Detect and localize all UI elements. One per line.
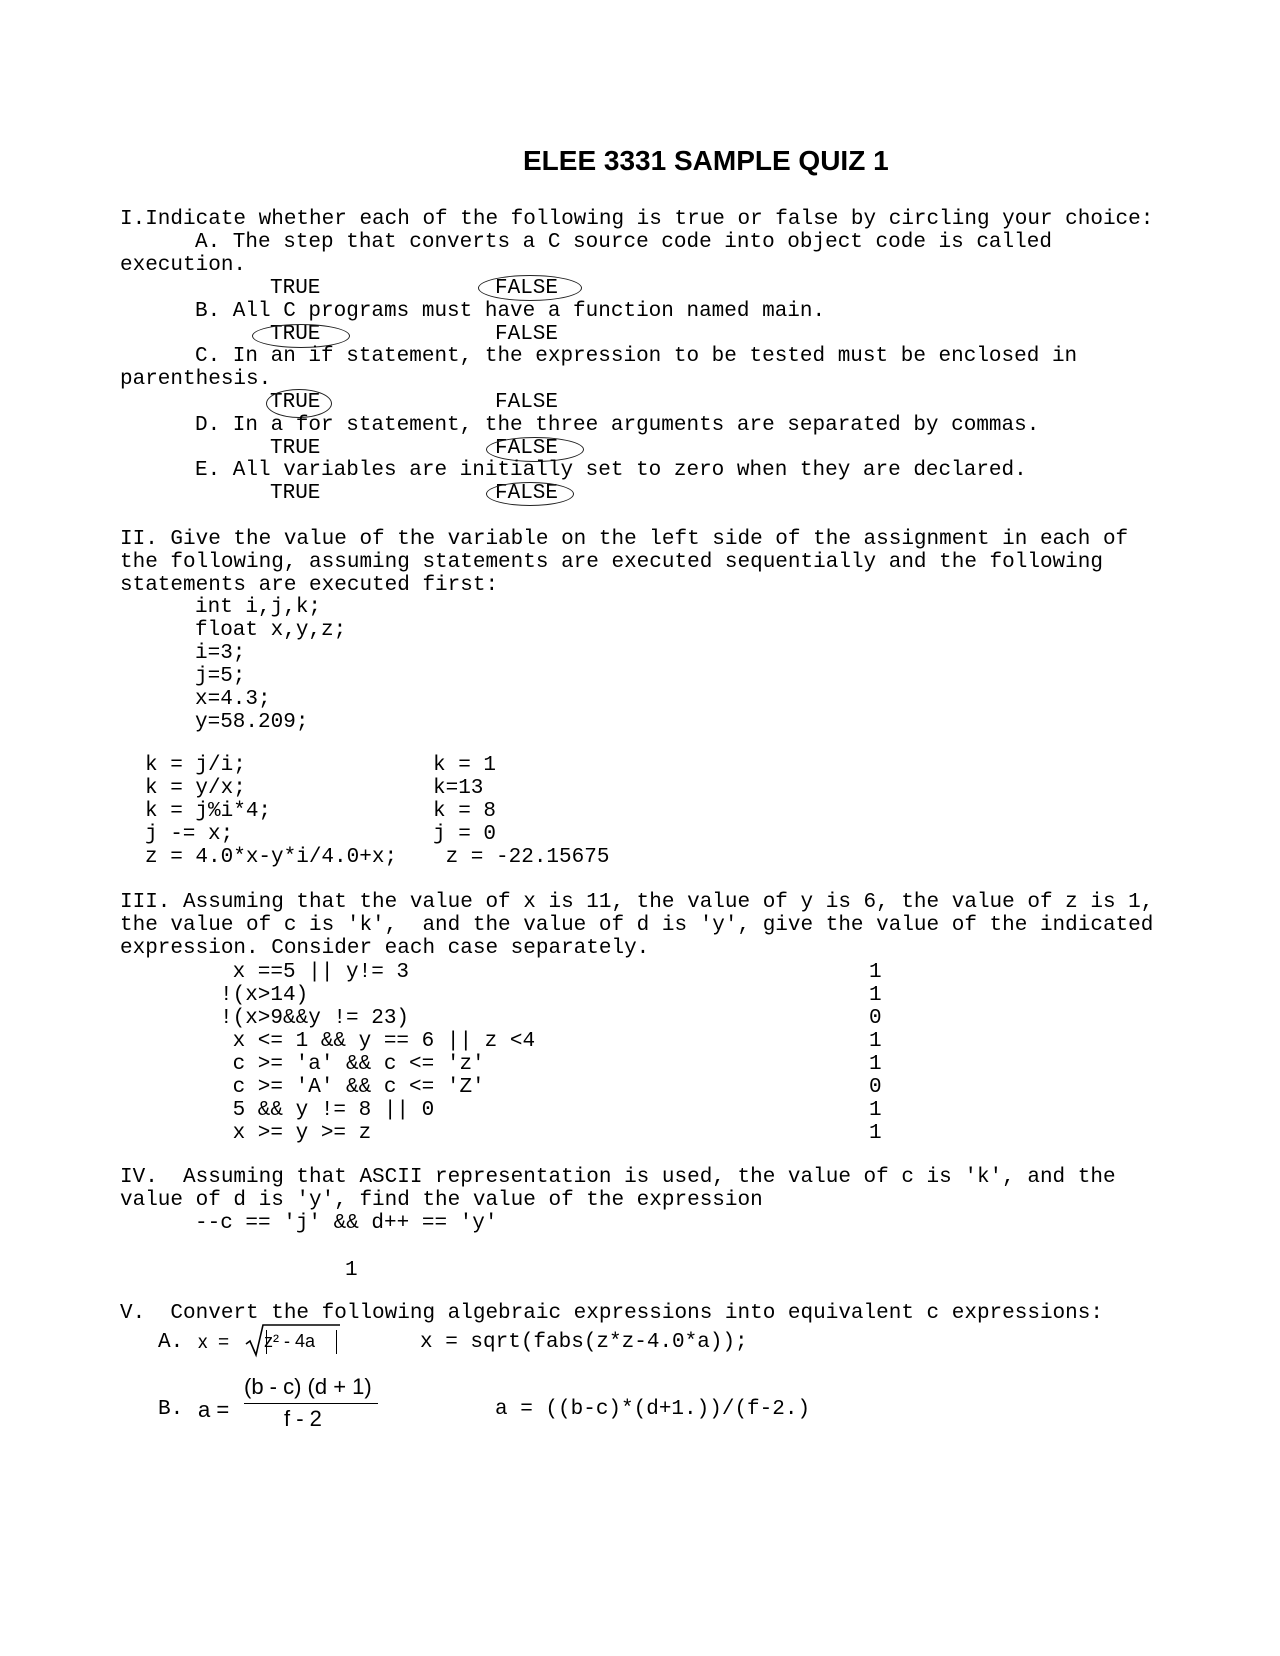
part4-answer: 1 [345, 1259, 358, 1282]
question-d-text: D. In a for statement, the three arguments are separated by commas. [195, 414, 1040, 437]
assignment-answer: k = 8 [433, 800, 497, 823]
question-b-false[interactable]: FALSE [495, 323, 559, 346]
circle-mark [478, 275, 582, 301]
logic-expr: x <= 1 && y == 6 || z <4 [220, 1030, 536, 1053]
logic-answer: 1 [869, 1030, 882, 1053]
logic-expr: x >= y >= z [220, 1122, 372, 1145]
part5-a-radicand: z² - 4a [264, 1331, 316, 1351]
logic-expr: x ==5 || y!= 3 [220, 961, 410, 984]
question-c-text-cont: parenthesis. [120, 368, 272, 391]
question-e-true[interactable]: TRUE [270, 482, 321, 505]
part4-intro-line2: value of d is 'y', find the value of the expression [120, 1189, 763, 1212]
question-a-true[interactable]: TRUE [270, 277, 321, 300]
part5-b-denominator: f - 2 [284, 1406, 322, 1431]
absolute-bar-right [336, 1330, 338, 1354]
part5-b-numerator: (b - c) (d + 1) [244, 1374, 372, 1399]
assignment-answer: z = -22.15675 [433, 846, 610, 869]
question-e-false[interactable]: FALSE [495, 482, 559, 505]
part5-b-label: B. [158, 1398, 184, 1421]
logic-expr: c >= 'A' && c <= 'Z' [220, 1076, 485, 1099]
part5-a-label: A. [158, 1331, 184, 1354]
logic-expr: 5 && y != 8 || 0 [220, 1099, 435, 1122]
question-e-text: E. All variables are initially set to zero when they are declared. [195, 459, 1027, 482]
page-title: ELEE 3331 SAMPLE QUIZ 1 [523, 145, 889, 176]
declaration: y=58.209; [195, 711, 309, 734]
part5-b-lhs: a = [198, 1397, 230, 1422]
fraction-bar [244, 1403, 378, 1404]
question-a-text-cont: execution. [120, 254, 247, 277]
assignment-answer: k=13 [433, 777, 484, 800]
assignment-expr: z = 4.0*x-y*i/4.0+x; [145, 846, 398, 869]
absolute-bar-left [266, 1330, 268, 1354]
part2-intro-line3: statements are executed first: [120, 574, 499, 597]
assignment-expr: k = j%i*4; [145, 800, 272, 823]
circle-mark [486, 482, 574, 506]
logic-answer: 1 [869, 1099, 882, 1122]
declaration: x=4.3; [195, 688, 271, 711]
question-a-false[interactable]: FALSE [495, 277, 559, 300]
question-b-text: B. All C programs must have a function named main. [195, 300, 826, 323]
question-c-text: C. In an if statement, the expression to be tested must be enclosed in [195, 345, 1078, 368]
part4-expression: --c == 'j' && d++ == 'y' [195, 1212, 498, 1235]
part2-intro-line2: the following, assuming statements are executed sequentially and the following [120, 551, 1103, 574]
logic-expr: !(x>9&&y != 23) [220, 1007, 410, 1030]
assignment-expr: k = y/x; [145, 777, 246, 800]
question-c-true[interactable]: TRUE [270, 391, 321, 414]
question-b-true[interactable]: TRUE [270, 323, 321, 346]
declaration: int i,j,k; [195, 596, 322, 619]
part2-intro-line1: II. Give the value of the variable on the left side of the assignment in each of [120, 528, 1129, 551]
question-a-text: A. The step that converts a C source code into object code is called [195, 231, 1052, 254]
part5-a-lhs: x = [198, 1332, 230, 1353]
assignment-expr: k = j/i; [145, 754, 246, 777]
part5-a-answer: x = sqrt(fabs(z*z-4.0*a)); [420, 1331, 748, 1354]
logic-expr: !(x>14) [220, 984, 309, 1007]
assignment-expr: j -= x; [145, 823, 234, 846]
part3-intro-line3: expression. Consider each case separately. [120, 937, 650, 960]
assignment-answer: k = 1 [433, 754, 497, 777]
part1-intro: I.Indicate whether each of the following is true or false by circling your choice: [120, 208, 1154, 231]
assignment-answer: j = 0 [433, 823, 497, 846]
logic-answer: 0 [869, 1007, 882, 1030]
declaration: i=3; [195, 642, 246, 665]
part3-intro-line1: III. Assuming that the value of x is 11, the value of y is 6, the value of z is 1, [120, 891, 1154, 914]
logic-expr: c >= 'a' && c <= 'z' [220, 1053, 485, 1076]
logic-answer: 1 [869, 1122, 882, 1145]
part3-intro-line2: the value of c is 'k', and the value of d is 'y', give the value of the indicated [120, 914, 1154, 937]
logic-answer: 1 [869, 961, 882, 984]
part5-intro: V. Convert the following algebraic expressions into equivalent c expressions: [120, 1302, 1103, 1325]
logic-answer: 1 [869, 984, 882, 1007]
part4-intro-line1: IV. Assuming that ASCII representation is used, the value of c is 'k', and the [120, 1166, 1116, 1189]
part5-b-answer: a = ((b-c)*(d+1.))/(f-2.) [495, 1398, 811, 1421]
question-c-false[interactable]: FALSE [495, 391, 559, 414]
question-d-true[interactable]: TRUE [270, 437, 321, 460]
declaration: float x,y,z; [195, 619, 347, 642]
logic-answer: 1 [869, 1053, 882, 1076]
logic-answer: 0 [869, 1076, 882, 1099]
question-d-false[interactable]: FALSE [495, 437, 559, 460]
declaration: j=5; [195, 665, 246, 688]
